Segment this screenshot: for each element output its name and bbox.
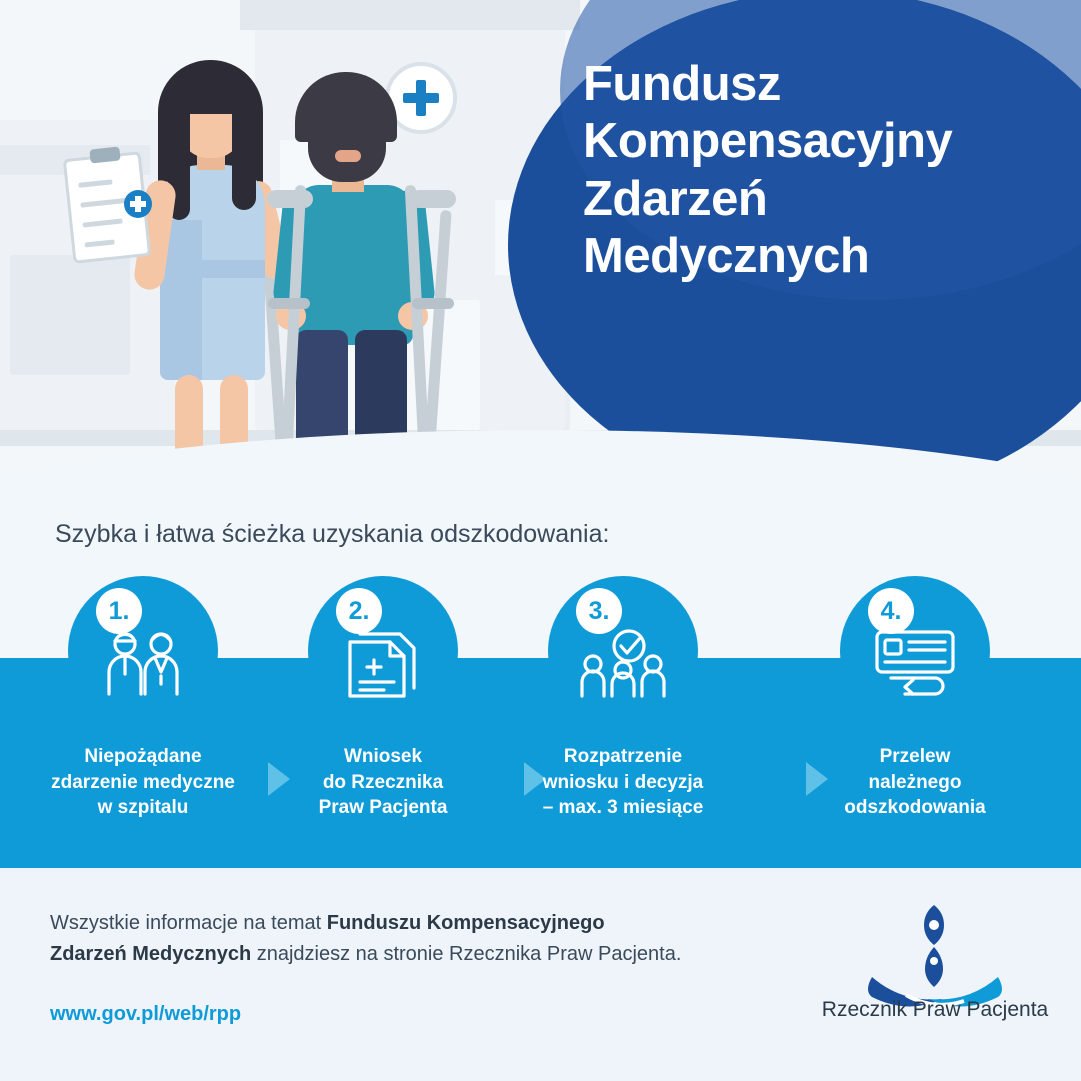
section-subtitle: Szybka i łatwa ścieżka uzyskania odszkodowania:: [55, 520, 610, 548]
document-application-icon: [340, 628, 426, 700]
footer-bold-2: Zdarzeń Medycznych: [50, 943, 252, 965]
illustration-people: [40, 30, 510, 490]
website-link[interactable]: www.gov.pl/web/rpp: [50, 1003, 242, 1025]
step-3-bubble: [548, 576, 698, 726]
step-4-bubble: [840, 576, 990, 726]
clipboard-cross-icon: [124, 190, 152, 218]
money-transfer-card-icon: [869, 628, 961, 696]
people-with-checkmark-icon: [577, 628, 669, 700]
step-1-label: Niepożądane zdarzenie medyczne w szpitalu: [51, 746, 235, 819]
footer-text-part1: Wszystkie informacje na temat: [50, 912, 327, 934]
footer-text-part2: znajdziesz na stronie Rzecznika Praw Pacjenta.: [251, 943, 682, 965]
footer-description: [50, 908, 810, 970]
step-2[interactable]: [268, 576, 498, 821]
step-1-bubble: [68, 576, 218, 726]
logo-label: Rzecznik Praw Pacjenta: [821, 998, 1049, 1021]
step-2-label: Wniosek do Rzecznika Praw Pacjenta: [318, 746, 448, 819]
step-4-label: Przelew należnego odszkodowania: [844, 746, 986, 819]
step-2-bubble: [308, 576, 458, 726]
step-2-number: 2.: [336, 588, 382, 634]
page-title: Fundusz Kompensacyjny Zdarzeń Medycznych: [583, 57, 953, 283]
step-1[interactable]: [28, 576, 258, 821]
background-hospital-roof: [240, 0, 580, 30]
step-1-number: 1.: [96, 588, 142, 634]
step-3-number: 3.: [576, 588, 622, 634]
patient-and-doctor-icon: [95, 628, 191, 698]
step-3[interactable]: [508, 576, 738, 821]
step-3-label: Rozpatrzenie wniosku i decyzja – max. 3 miesiące: [542, 746, 704, 819]
step-4[interactable]: [800, 576, 1030, 821]
footer-bold-1: Funduszu Kompensacyjnego: [326, 912, 605, 934]
step-4-number: 4.: [868, 588, 914, 634]
